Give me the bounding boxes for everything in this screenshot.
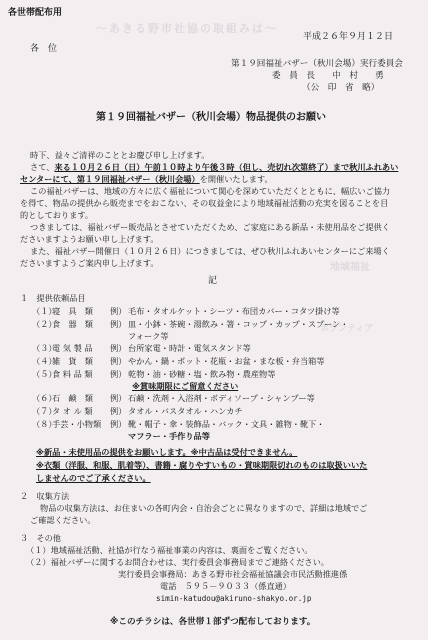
- distribution-footer-note: ※このチラシは、各世帯１部ずつ配布しております。: [110, 617, 316, 627]
- other-item-1: （１）地域福祉活動、社協が行なう福祉事業の内容は、裏面をご覧ください。: [26, 545, 313, 555]
- item-examples-continued: フォーク等: [128, 331, 169, 341]
- purpose-text-line1: この福祉バザーは、地域の方々に広く福祉について関心を深めていただくとともに、幅広いご協力: [30, 186, 391, 196]
- addressee: 各 位: [30, 44, 58, 54]
- section3-heading: ３ その他: [20, 533, 61, 543]
- show-through-text: 地域福祉: [330, 262, 370, 273]
- other-item-2: （２）福祉バザーに関するお問合わせは、実行委員会事務局までご連絡ください。: [26, 557, 329, 567]
- invitation-text-line1: また、福祉バザー開催日（１０月２６日）につきましては、ぜひ秋川ふれあいセンターにご来場く: [30, 246, 390, 256]
- section1-heading: １ 提供依頼品目: [20, 293, 86, 303]
- item-examples: やかん・鍋・ポット・花瓶・お盆・まな板・弁当箱等: [128, 356, 325, 366]
- item-row: （５）食 料 品 類 例） 乾物・油・砂糖・塩・飲み物・農産物等: [32, 369, 276, 379]
- item-examples: 皿・小鉢・茶碗・湯飲み・箸・コップ・カップ・スプーン・: [128, 319, 349, 329]
- contact-email: simin-katudou@akiruno-shakyo.or.jp: [156, 594, 312, 603]
- show-through-text: 〜あきる野市社協の取組みは〜: [96, 22, 278, 35]
- contact-phone: 電話 ５９５－９０３３（係直通）: [160, 581, 292, 591]
- sender-organization: 第１９回福祉バザー（秋川会場）実行委員会: [231, 59, 403, 69]
- item-row: （６）石 鹸 類 例） 石鹸・洗剤・入浴剤・ボディソープ・シャンプー等: [32, 393, 315, 403]
- distribution-label: 各世帯配布用: [8, 8, 63, 18]
- event-venue: センターにて、第１９回福祉バザー（秋川会場）: [20, 174, 200, 184]
- item-category: 食 器 類: [52, 319, 93, 329]
- new-items-notice: ※新品・未使用品の提供をお願いします。※中古品は受付できません。: [36, 447, 298, 457]
- item-row: （２）食 器 類 例） 皿・小鉢・茶碗・湯飲み・箸・コップ・カップ・スプーン・: [32, 319, 349, 329]
- item-row: （３）電 気 製 品 例） 台所家電・時計・電気スタンド等: [32, 343, 251, 353]
- item-row: （７）タ オ ル 類 例） タオル・バスタオル・ハンカチ: [32, 406, 243, 416]
- item-category: 食 料 品 類: [52, 369, 93, 379]
- collection-method-line1: 物品の収集方法は、お住まいの各町内会・自治会ごとに異なりますので、詳細は地域でご: [40, 503, 368, 513]
- event-intro: さて、: [30, 162, 55, 172]
- event-announcement-line1: [30, 162, 398, 172]
- purpose-text-line3: 的としております。: [20, 210, 94, 220]
- event-announcement-line2: [20, 174, 273, 184]
- item-category: 寝 具 類: [52, 306, 93, 316]
- excluded-items-notice-line2: しませんのでご了承ください。: [36, 473, 151, 483]
- item-examples: 石鹸・洗剤・入浴剤・ボディソープ・シャンプー等: [128, 393, 315, 403]
- purpose-text-line2: を得て、物品の提供から販売までをおこない、その収益金により地域福祉活動の充実を図ることを目: [20, 198, 389, 208]
- item-examples-continued: マフラー・手作り品等: [128, 431, 210, 441]
- sender-chairperson: 委 員 長 中 村 勇: [272, 71, 384, 81]
- event-closing: を開催いたします。: [199, 174, 273, 184]
- document-title: 第１９回福祉バザー（秋川会場）物品提供のお願い: [96, 112, 326, 123]
- seal-omitted-note: （公 印 省 略）: [302, 83, 380, 93]
- item-examples: 靴・帽子・傘・装飾品・バック・文具・雑物・靴下・: [128, 419, 325, 429]
- section2-heading: ２ 収集方法: [20, 491, 70, 501]
- invitation-text-line2: ださいますようご案内申し上げます。: [20, 258, 159, 268]
- item-examples: タオル・バスタオル・ハンカチ: [128, 406, 243, 416]
- greeting-text: 時下、益々ご清祥のこととお慶び申し上げます。: [30, 150, 210, 160]
- item-category: 雑 貨 類: [52, 356, 93, 366]
- item-examples: 台所家電・時計・電気スタンド等: [128, 343, 251, 353]
- item-row: （４）雑 貨 類 例） やかん・鍋・ポット・花瓶・お盆・まな板・弁当箱等: [32, 356, 325, 366]
- ki-heading: 記: [208, 276, 218, 286]
- item-row: （８）手芸・小物類 例） 靴・帽子・傘・装飾品・バック・文具・雑物・靴下・: [32, 419, 325, 429]
- request-text-line1: つきましては、福祉バザー販売品とさせていただくため、ご家庭にある新品・未使用品をご提供く: [30, 222, 390, 232]
- item-row: （１）寝 具 類 例） 毛布・タオルケット・シーツ・布団カバー・コタツ掛け等: [32, 306, 340, 316]
- item-category: 手芸・小物類: [52, 419, 102, 429]
- show-through-text: ボランティア: [320, 324, 374, 334]
- item-category: 石 鹸 類: [52, 393, 93, 403]
- collection-method-line2: ご確認ください。: [30, 515, 96, 525]
- item-examples: 乾物・油・砂糖・塩・飲み物・農産物等: [128, 369, 276, 379]
- secretariat-office: 実行委員会事務局：あきる野市社会福祉協議会市民活動推進係: [118, 569, 348, 579]
- issue-date: 平成２６年９月１２日: [303, 32, 394, 42]
- item-category: タ オ ル 類: [52, 406, 93, 416]
- item-category: 電 気 製 品: [52, 343, 93, 353]
- request-text-line2: ださいますようお願い申し上げます。: [20, 234, 159, 244]
- event-datetime: 来る１０月２６日（日）午前１０時より午後３時（但し、売切れ次第終了）まで秋川ふれあい: [54, 162, 399, 172]
- expiry-date-note: ※賞味期限にご留意ください: [132, 381, 239, 391]
- excluded-items-notice-line1: ※衣類（洋服、和服、肌着等）、書籍・腐りやすいもの・賞味期限切れのものは取扱いいた: [36, 460, 368, 470]
- item-examples: 毛布・タオルケット・シーツ・布団カバー・コタツ掛け等: [128, 306, 340, 316]
